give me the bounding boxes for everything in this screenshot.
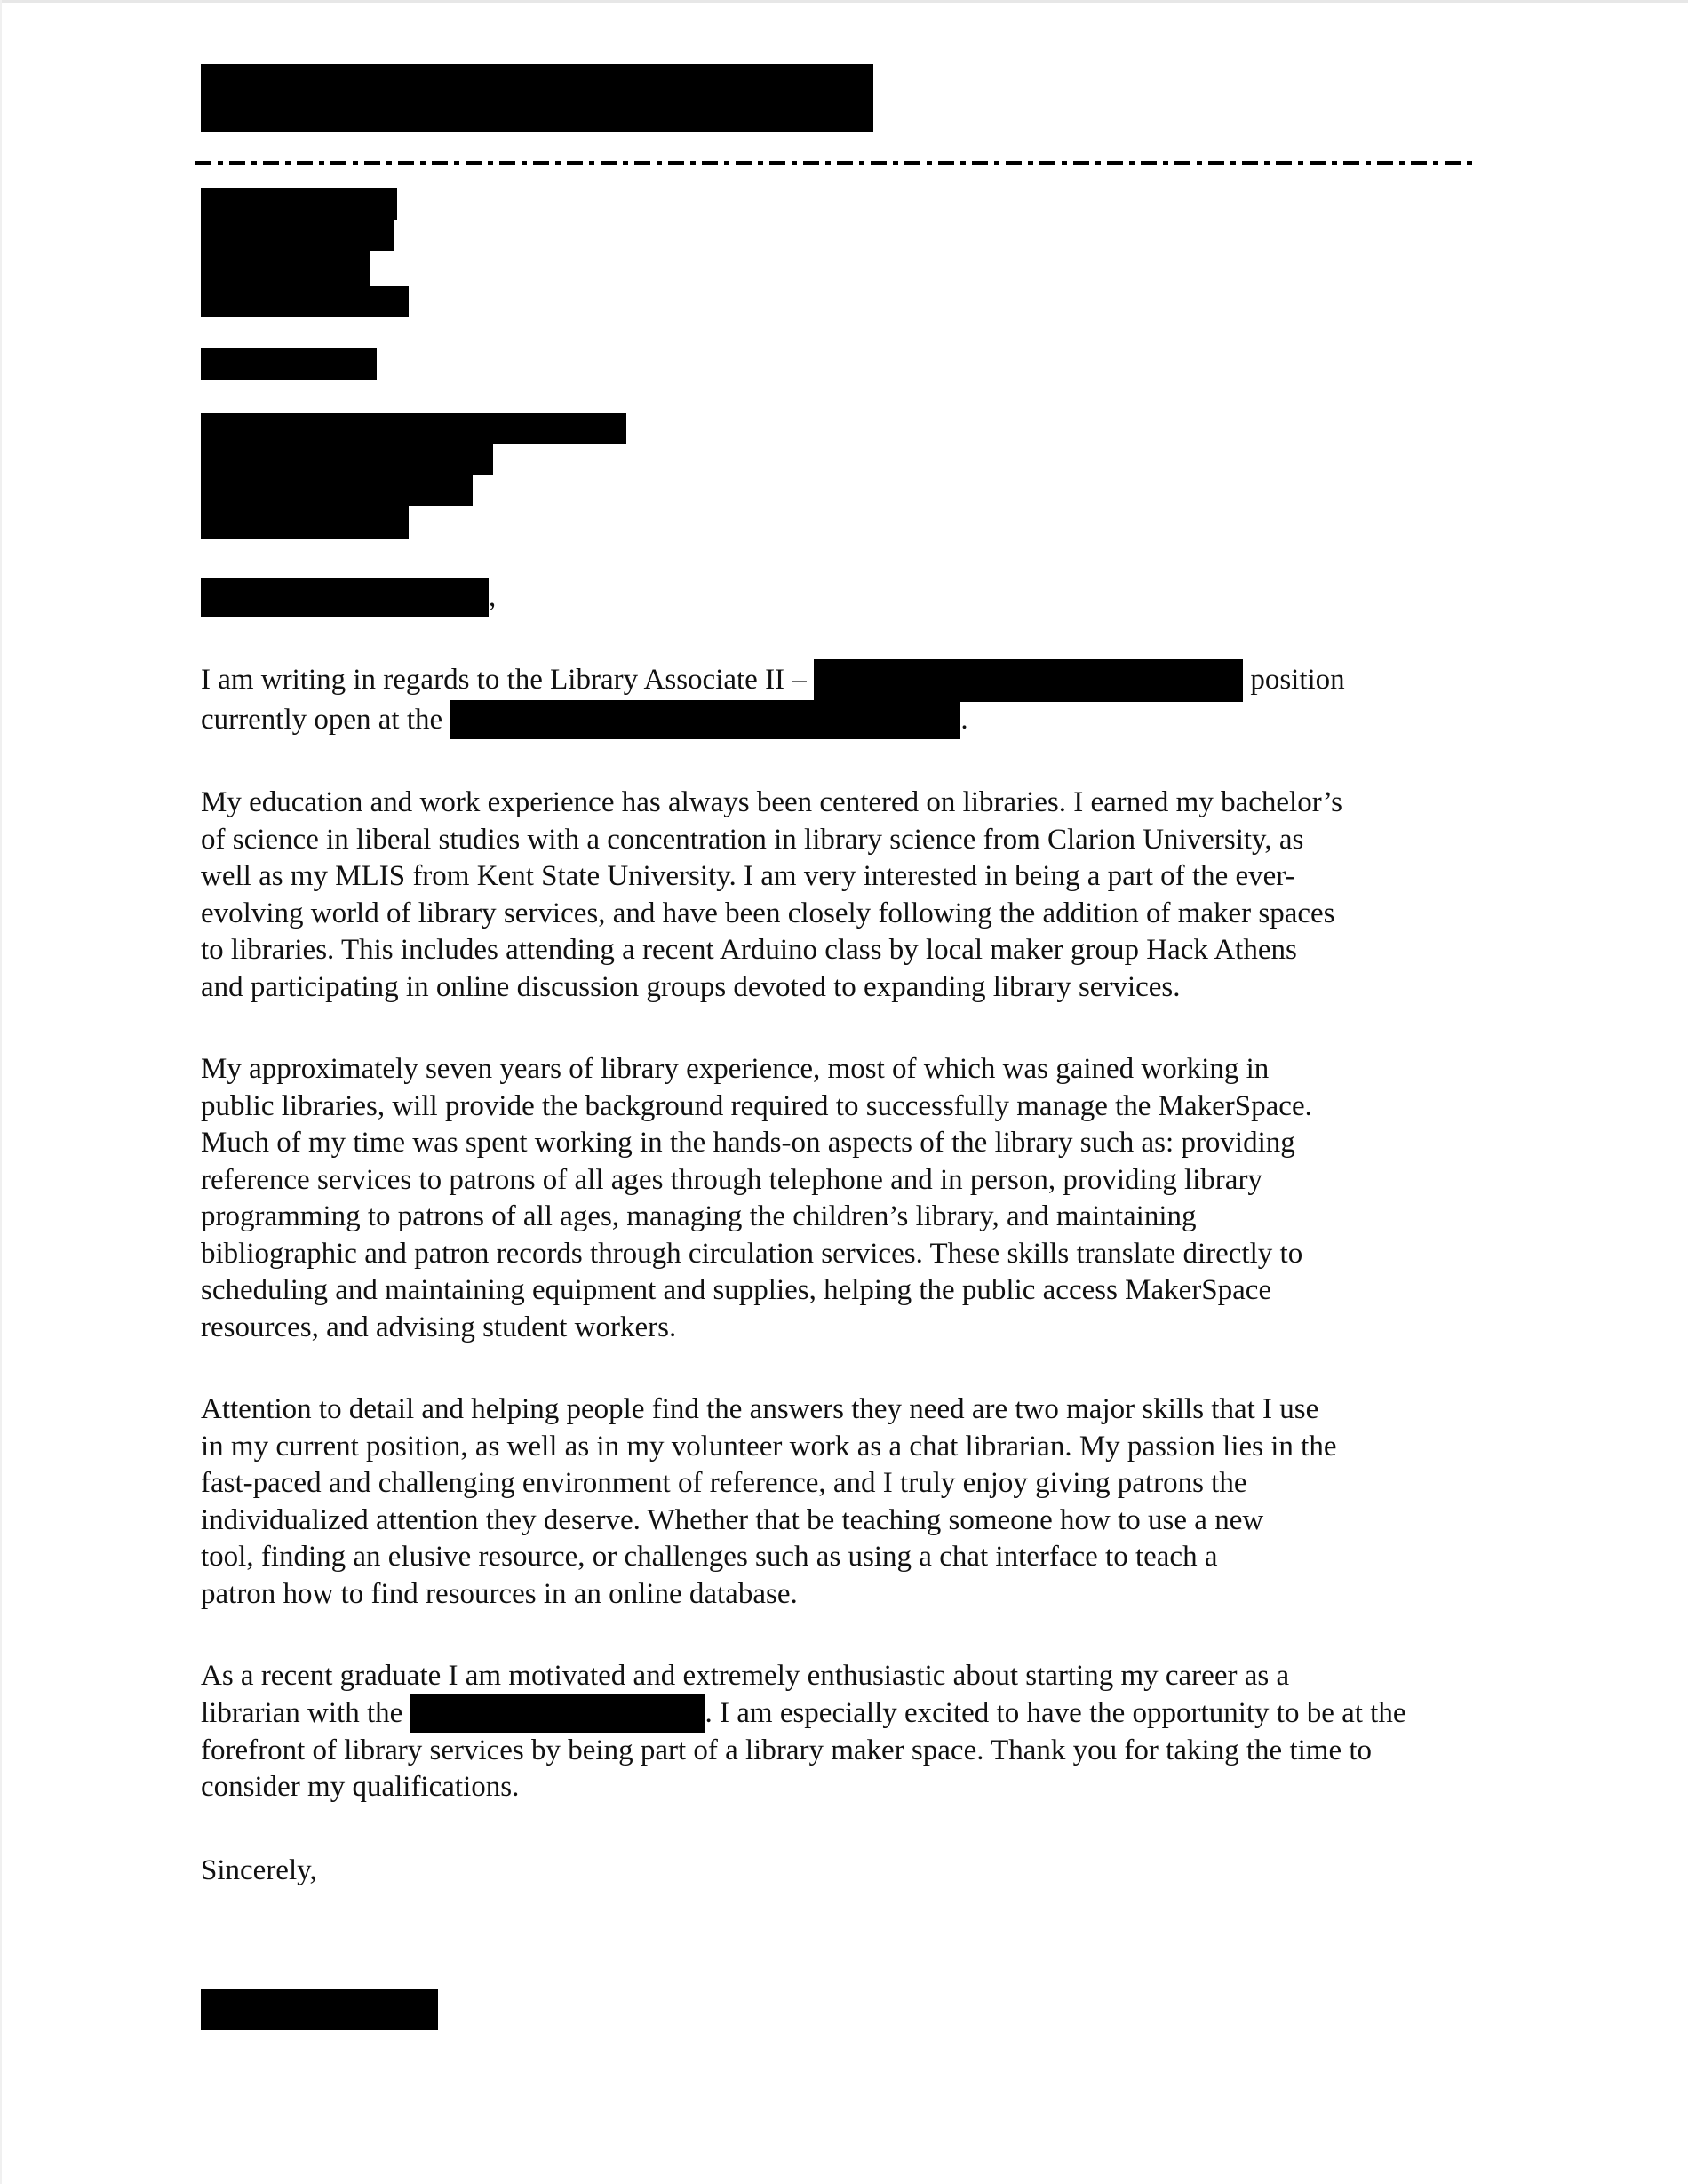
line-text: . I am especially excited to have the opportunity to be at the (705, 1696, 1406, 1729)
text-line (201, 969, 1480, 1007)
line-text: in my current position, as well as in my volunteer work as a chat librarian. My passion lies in the (201, 1430, 1337, 1463)
paragraph (201, 662, 1480, 739)
recipient-address-redaction (201, 475, 473, 506)
line-text: . (960, 703, 968, 736)
sender-address-block (201, 188, 1480, 317)
line-text: scheduling and maintaining equipment and supplies, helping the public access MakerSpace (201, 1274, 1272, 1307)
text-line (201, 1236, 1480, 1273)
line-text: position (1243, 664, 1345, 697)
text-line (201, 702, 1480, 739)
line-text: forefront of library services by being part of a library maker space. Thank you for taking the time to (201, 1734, 1373, 1766)
inline-redaction (410, 1694, 705, 1733)
line-text: reference services to patrons of all ages through telephone and in person, providing library (201, 1163, 1262, 1196)
text-line (201, 1272, 1480, 1310)
text-line (201, 1162, 1480, 1200)
line-text: bibliographic and patron records through circulation services. These skills translate directly to (201, 1237, 1303, 1270)
line-text: evolving world of library services, and have been closely following the addition of maker spaces (201, 897, 1335, 929)
line-text: resources, and advising student workers. (201, 1311, 677, 1343)
text-line (201, 1658, 1480, 1695)
sender-address-redaction (201, 220, 394, 251)
text-line (201, 1539, 1480, 1576)
sender-address-redaction (201, 286, 409, 317)
text-line (201, 1733, 1480, 1770)
dashed-separator (195, 161, 1478, 165)
line-text: My approximately seven years of library experience, most of which was gained working in (201, 1053, 1270, 1086)
text-line (201, 1125, 1480, 1162)
line-text: Much of my time was spent working in the hands-on aspects of the library such as: providing (201, 1127, 1295, 1160)
line-text: patron how to find resources in an online database. (201, 1577, 798, 1610)
text-line (201, 785, 1480, 822)
paragraph (201, 785, 1480, 1006)
inline-redaction (450, 700, 960, 739)
text-line (201, 1051, 1480, 1088)
text-line (201, 1088, 1480, 1126)
line-text: currently open at the (201, 703, 450, 736)
salutation-redaction (201, 578, 489, 617)
sender-address-redaction (201, 188, 397, 220)
text-line (201, 1465, 1480, 1502)
recipient-address-redaction (201, 413, 626, 444)
text-line (201, 1576, 1480, 1614)
paragraph (201, 1391, 1480, 1613)
line-text: My education and work experience has always been centered on libraries. I earned my bachelor’s (201, 786, 1342, 819)
recipient-address-block (201, 413, 1480, 539)
paragraph (201, 1658, 1480, 1805)
letterhead-redaction (201, 64, 873, 132)
text-line (201, 858, 1480, 896)
line-text: Attention to detail and helping people find the answers they need are two major skills that I use (201, 1393, 1319, 1426)
line-text: of science in liberal studies with a concentration in library science from Clarion University, as (201, 823, 1304, 856)
line-text: tool, finding an elusive resource, or challenges such as using a chat interface to teach a (201, 1541, 1218, 1574)
scan-edge-left (0, 0, 2, 2184)
recipient-address-redaction (201, 444, 493, 475)
text-line (201, 1310, 1480, 1347)
paragraph (201, 1051, 1480, 1346)
line-text: fast-paced and challenging environment of reference, and I truly enjoy giving patrons the (201, 1467, 1247, 1500)
scan-edge-top (0, 0, 1688, 3)
salutation-suffix: , (489, 581, 497, 613)
letter-content (201, 64, 1480, 2030)
salutation-line (201, 578, 1480, 617)
line-text: I am writing in regards to the Library Associate II – (201, 664, 815, 697)
line-text: to libraries. This includes attending a recent Arduino class by local maker group Hack Athens (201, 934, 1297, 967)
text-line (201, 1695, 1480, 1733)
line-text: librarian with the (201, 1696, 410, 1729)
closing-line: Sincerely, (201, 1853, 317, 1886)
text-line (201, 1199, 1480, 1236)
text-line (201, 1502, 1480, 1540)
letter-body (201, 662, 1480, 1805)
text-line (201, 1391, 1480, 1429)
text-line (201, 822, 1480, 859)
text-line (201, 932, 1480, 969)
line-text: individualized attention they deserve. Whether that be teaching someone how to use a new (201, 1503, 1264, 1536)
line-text: well as my MLIS from Kent State University. I am very interested in being a part of the ever- (201, 860, 1295, 893)
date-redaction (201, 348, 377, 380)
line-text: and participating in online discussion groups devoted to expanding library services. (201, 970, 1181, 1003)
inline-redaction (814, 659, 1243, 702)
recipient-address-redaction (201, 506, 409, 539)
line-text: programming to patrons of all ages, managing the children’s library, and maintaining (201, 1200, 1197, 1233)
text-line (201, 1429, 1480, 1466)
signature-redaction (201, 1989, 438, 2030)
line-text: public libraries, will provide the background required to successfully manage the MakerSpace. (201, 1089, 1312, 1122)
text-line (201, 1769, 1480, 1806)
line-text: consider my qualifications. (201, 1771, 520, 1804)
sender-address-redaction (201, 251, 370, 286)
text-line (201, 662, 1480, 701)
line-text: As a recent graduate I am motivated and extremely enthusiastic about starting my career as a (201, 1660, 1290, 1693)
text-line (201, 896, 1480, 933)
